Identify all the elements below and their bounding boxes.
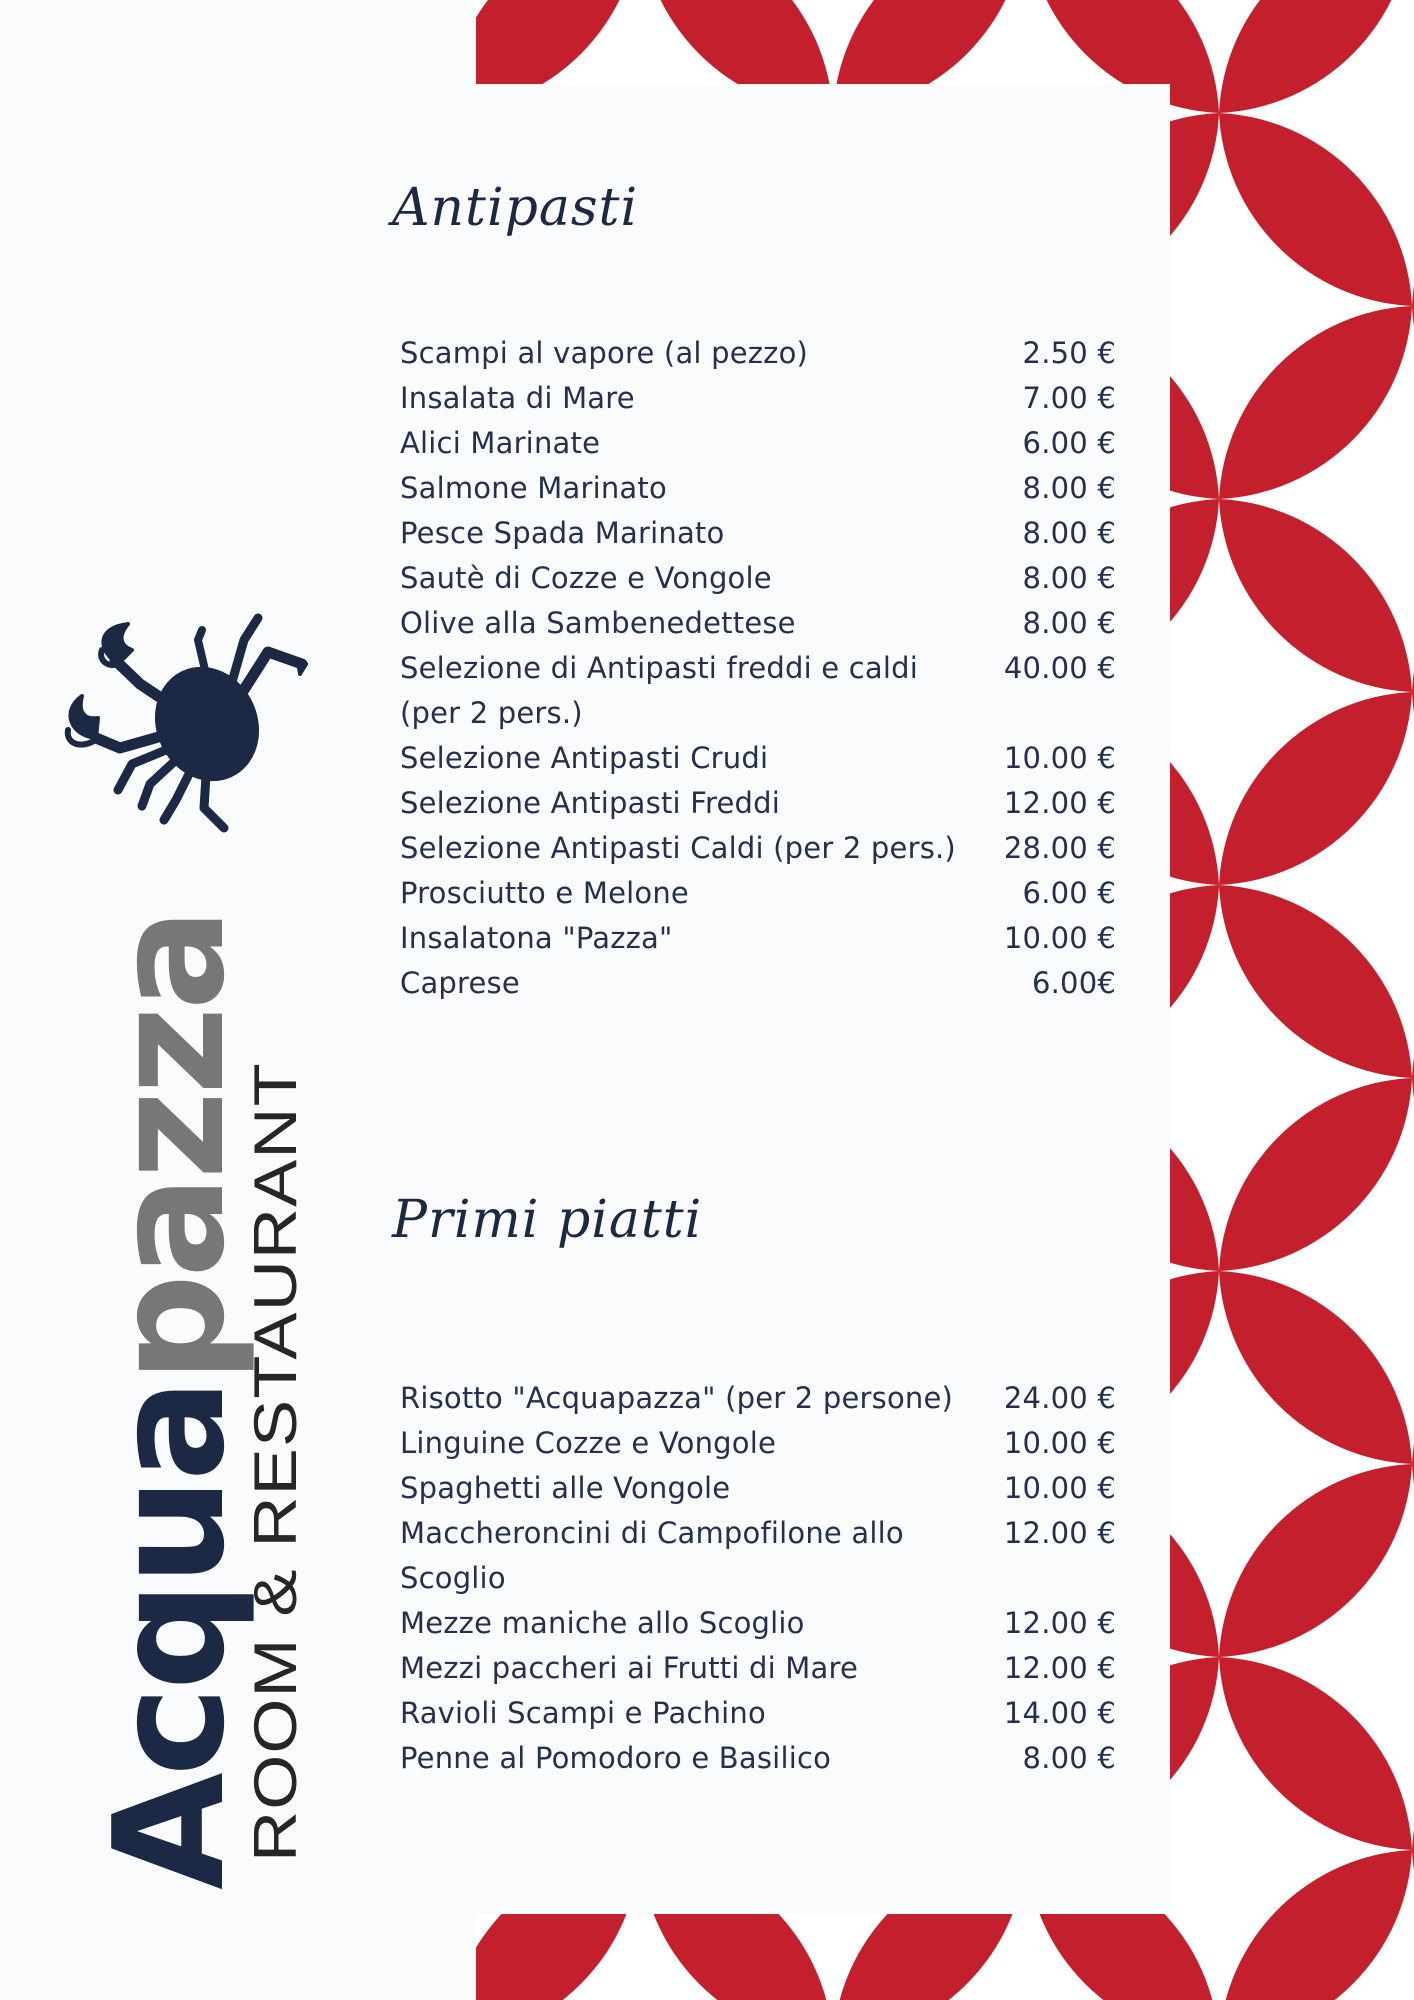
petal-shape [1219, 1464, 1412, 1657]
menu-item-name: Linguine Cozze e Vongole [400, 1426, 776, 1460]
menu-item [400, 1736, 1116, 1781]
menu-item-name: Alici Marinate [400, 426, 601, 460]
petal-shape [1219, 1657, 1412, 1850]
menu-item [400, 961, 1116, 1006]
menu-item [400, 601, 1116, 646]
menu-item-price: 6.00 € [1022, 876, 1116, 910]
brand-name-part1: Acqua [81, 1382, 258, 1890]
menu-item-name: Salmone Marinato [400, 471, 667, 505]
menu-item [400, 826, 1116, 871]
menu-item-name: Selezione Antipasti Freddi [400, 786, 780, 820]
menu-item [400, 871, 1116, 916]
menu-item-price: 8.00 € [1022, 1741, 1116, 1775]
menu-item [400, 556, 1116, 601]
menu-item [400, 1691, 1116, 1736]
menu-item-price: 12.00 € [1003, 786, 1116, 820]
menu-item-price: 7.00 € [1022, 381, 1116, 415]
petal-shape [1219, 306, 1412, 499]
menu-item-name: Mezze maniche allo Scoglio [400, 1606, 805, 1640]
menu-list-primi-piatti [400, 1376, 1116, 1781]
menu-item [400, 511, 1116, 556]
menu-item-price: 40.00 € [1003, 651, 1116, 685]
menu-item [400, 466, 1116, 511]
menu-item-price: 14.00 € [1003, 1696, 1116, 1730]
menu-item [400, 376, 1116, 421]
menu-item [400, 736, 1116, 781]
brand-logo [0, 600, 330, 1920]
menu-item-name: Sautè di Cozze e Vongole [400, 561, 772, 595]
menu-item-price: 12.00 € [1003, 1516, 1116, 1550]
menu-item-name: Insalata di Mare [400, 381, 635, 415]
petal-shape [1219, 1850, 1412, 2000]
menu-item-name: Penne al Pomodoro e Basilico [400, 1741, 832, 1775]
menu-item [400, 1421, 1116, 1466]
brand-name [81, 912, 258, 1890]
petal-shape [1219, 692, 1412, 885]
menu-item [400, 331, 1116, 376]
menu-item [400, 646, 1116, 736]
menu-item-name: Selezione Antipasti Crudi [400, 741, 769, 775]
menu-item-name: Selezione di Antipasti freddi e caldi (per 2 pers.) [400, 651, 919, 730]
menu-item-name: Selezione Antipasti Caldi (per 2 pers.) [400, 831, 956, 865]
menu-item-name: Scampi al vapore (al pezzo) [400, 336, 809, 370]
petal-shape [1219, 1271, 1412, 1464]
menu-item-name: Risotto "Acquapazza" (per 2 persone) [400, 1381, 954, 1415]
menu-item-price: 6.00€ [1031, 966, 1116, 1000]
menu-item-name: Insalatona "Pazza" [400, 921, 673, 955]
petal-shape [1219, 499, 1412, 692]
menu-item-price: 12.00 € [1003, 1651, 1116, 1685]
brand-subtitle: ROOM & RESTAURANT [242, 1182, 309, 1862]
menu-item [400, 1601, 1116, 1646]
menu-item [400, 421, 1116, 466]
menu-item-price: 10.00 € [1003, 1426, 1116, 1460]
brand-name-part2: pazza [81, 911, 258, 1383]
menu-item-name: Olive alla Sambenedettese [400, 606, 796, 640]
menu-item-price: 8.00 € [1022, 606, 1116, 640]
crab-icon [68, 618, 306, 828]
menu-item-price: 2.50 € [1022, 336, 1116, 370]
menu-item-price: 24.00 € [1003, 1381, 1116, 1415]
menu-list-antipasti [400, 331, 1116, 1006]
menu-item [400, 1646, 1116, 1691]
menu-item-price: 6.00 € [1022, 426, 1116, 460]
menu-item-price: 8.00 € [1022, 471, 1116, 505]
menu-item [400, 781, 1116, 826]
menu-item-price: 10.00 € [1003, 921, 1116, 955]
menu-item-price: 10.00 € [1003, 1471, 1116, 1505]
section-title-primi-piatti: Primi piatti [392, 1190, 703, 1250]
menu-item-name: Caprese [400, 966, 520, 1000]
menu-item [400, 1376, 1116, 1421]
menu-item-price: 12.00 € [1003, 1606, 1116, 1640]
menu-item-price: 28.00 € [1003, 831, 1116, 865]
menu-item [400, 916, 1116, 961]
menu-item-name: Mezzi paccheri ai Frutti di Mare [400, 1651, 859, 1685]
petal-shape [1219, 113, 1412, 306]
menu-item-price: 8.00 € [1022, 516, 1116, 550]
petal-shape [1219, 885, 1412, 1078]
menu-item-name: Prosciutto e Melone [400, 876, 689, 910]
menu-item-name: Spaghetti alle Vongole [400, 1471, 731, 1505]
menu-item-name: Maccheroncini di Campofilone allo Scoglio [400, 1516, 904, 1595]
menu-item-name: Pesce Spada Marinato [400, 516, 725, 550]
petal-shape [1219, 1078, 1412, 1271]
menu-item-price: 8.00 € [1022, 561, 1116, 595]
menu-item [400, 1511, 1116, 1601]
menu-item [400, 1466, 1116, 1511]
petal-shape [1219, 0, 1412, 113]
section-title-antipasti: Antipasti [392, 178, 639, 238]
menu-item-price: 10.00 € [1003, 741, 1116, 775]
menu-item-name: Ravioli Scampi e Pachino [400, 1696, 766, 1730]
